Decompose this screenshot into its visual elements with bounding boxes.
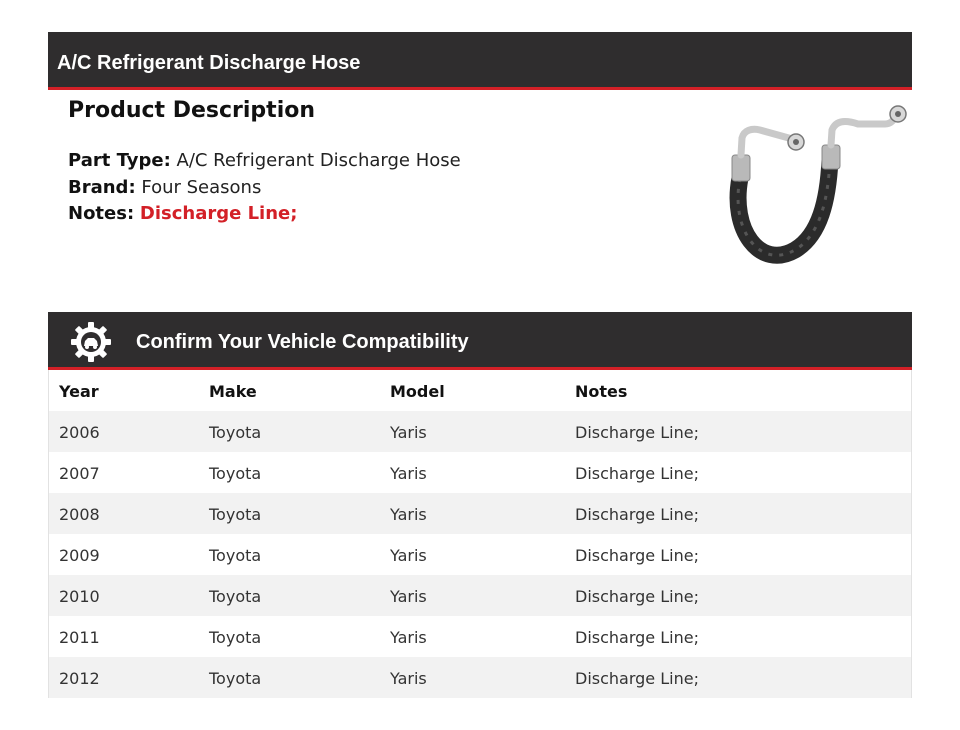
table-row [49,657,911,698]
table-header-row [49,370,911,411]
brand-value: Four Seasons [141,176,262,198]
notes-row [68,201,668,228]
gear-car-icon [70,321,112,363]
product-image [720,100,915,272]
table-row [49,616,911,657]
notes-cell: Discharge Line; [575,423,699,442]
compatibility-table [48,370,912,698]
table-row [49,452,911,493]
notes-label: Notes: [68,203,135,224]
make-cell: Toyota [209,423,262,442]
model-cell: Yaris [390,628,427,647]
make-cell: Toyota [209,546,262,565]
make-cell: Toyota [209,628,262,647]
make-cell: Toyota [209,669,262,688]
title-bar [48,32,912,90]
compatibility-title: Confirm Your Vehicle Compatibility [136,331,469,353]
notes-cell: Discharge Line; [575,464,699,483]
make-cell: Toyota [209,587,262,606]
year-cell: 2006 [59,423,100,442]
year-cell: 2010 [59,587,100,606]
brand-row [68,175,668,202]
page-title: A/C Refrigerant Discharge Hose [57,52,361,74]
model-cell: Yaris [390,587,427,606]
column-header-model: Model [390,382,445,401]
model-cell: Yaris [390,669,427,688]
notes-value: Discharge Line; [139,203,298,224]
part-type-value: A/C Refrigerant Discharge Hose [176,150,461,171]
notes-cell: Discharge Line; [575,628,699,647]
year-cell: 2009 [59,546,100,565]
part-type-label: Part Type: [68,150,171,171]
year-cell: 2008 [59,505,100,524]
notes-cell: Discharge Line; [575,505,699,524]
column-header-make: Make [209,382,257,401]
notes-cell: Discharge Line; [575,669,699,688]
compatibility-bar [48,312,912,370]
table-row [49,534,911,575]
part-type-row [68,148,668,175]
year-cell: 2007 [59,464,100,483]
model-cell: Yaris [390,546,427,565]
brand-label: Brand: [68,176,136,198]
model-cell: Yaris [390,464,427,483]
make-cell: Toyota [209,505,262,524]
column-header-year: Year [59,382,99,401]
model-cell: Yaris [390,423,427,442]
model-cell: Yaris [390,505,427,524]
column-header-notes: Notes [575,382,628,401]
notes-cell: Discharge Line; [575,587,699,606]
make-cell: Toyota [209,464,262,483]
table-row [49,493,911,534]
year-cell: 2012 [59,669,100,688]
table-row [49,575,911,616]
product-description [68,98,668,228]
notes-cell: Discharge Line; [575,546,699,565]
description-heading: Product Description [68,98,316,123]
year-cell: 2011 [59,628,100,647]
table-row [49,411,911,452]
